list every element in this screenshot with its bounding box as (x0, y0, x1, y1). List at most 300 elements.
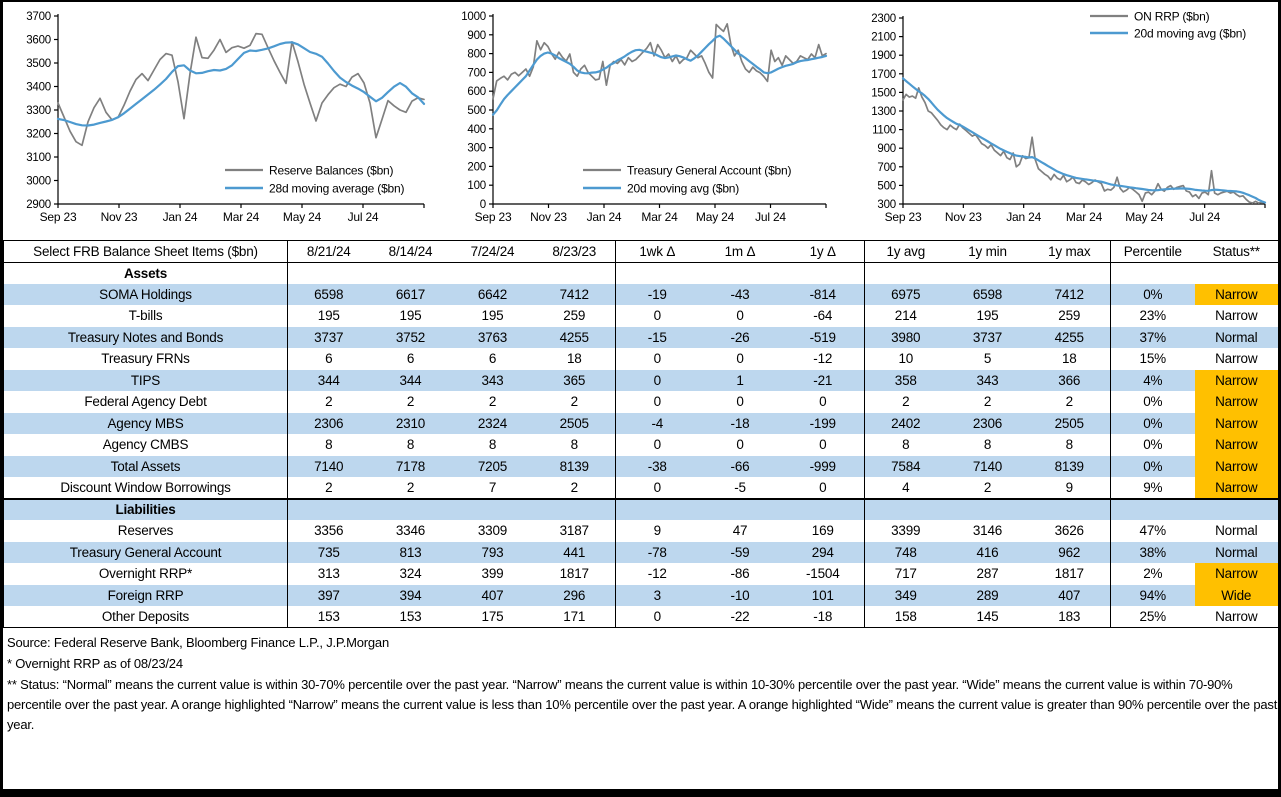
value-cell: -999 (809, 458, 836, 474)
legend-label: 28d moving average ($bn) (269, 181, 405, 196)
value-cell: 2 (288, 391, 370, 413)
row-label: Other Deposits (101, 609, 190, 624)
y-tick-label: 3300 (26, 105, 51, 117)
table-row (4, 391, 1279, 413)
percentile-cell: 4% (1111, 370, 1195, 392)
value-cell: -4 (616, 413, 699, 435)
status-cell: Narrow (1195, 370, 1279, 392)
value-cell: 1 (736, 372, 744, 388)
value-cell: -814 (809, 286, 836, 302)
column-header: 1m Δ (699, 241, 782, 263)
y-tick-label: 3000 (26, 175, 51, 188)
row-label: Assets (123, 265, 168, 281)
value-cell: 0 (616, 606, 699, 628)
percentile-cell: 25% (1111, 606, 1195, 628)
value-cell: 175 (481, 609, 504, 624)
status-cell: Narrow (1195, 413, 1279, 435)
legend (225, 164, 404, 196)
empty-cell (452, 499, 534, 521)
value-cell: 2310 (395, 415, 426, 431)
value-cell: 7412 (1054, 286, 1084, 302)
percentile-cell: 9% (1111, 477, 1195, 499)
table-row (4, 284, 1279, 306)
empty-cell (947, 499, 1029, 521)
treasury-general-account-chart (433, 2, 848, 240)
value-cell: 183 (1058, 609, 1081, 624)
value-cell: 18 (566, 351, 582, 367)
percentile-cell: 94% (1111, 585, 1195, 607)
value-cell: 8 (570, 437, 578, 453)
value-cell: 47 (732, 523, 748, 539)
value-cell: 349 (865, 585, 947, 607)
column-header: Select FRB Balance Sheet Items ($bn) (4, 241, 288, 263)
value-cell: -19 (616, 284, 699, 306)
x-tick-label: Sep 23 (474, 210, 512, 224)
value-cell: 0 (819, 394, 827, 410)
table-row (4, 305, 1279, 327)
value-cell: 145 (976, 609, 999, 624)
row-label: Overnight RRP* (98, 566, 193, 582)
y-tick-label: 1500 (871, 87, 896, 100)
value-cell: 0 (819, 479, 827, 495)
column-header: 8/21/24 (288, 241, 370, 263)
x-tick-label: Jan 24 (586, 210, 622, 224)
row-label: Treasury FRNs (101, 351, 190, 367)
table-header-row (4, 241, 1279, 263)
value-cell: 195 (399, 308, 422, 324)
legend (583, 164, 792, 196)
value-cell: 259 (563, 308, 586, 324)
value-cell: 358 (865, 370, 947, 392)
value-cell: -64 (813, 308, 833, 324)
value-cell: 8 (488, 437, 497, 453)
value-cell: 7 (488, 479, 497, 495)
y-tick-label: 600 (467, 86, 486, 99)
legend-label: 20d moving avg ($bn) (1134, 26, 1247, 41)
value-cell: -12 (813, 351, 833, 367)
value-cell: 8 (1065, 437, 1073, 453)
x-tick-label: Jul 24 (755, 210, 786, 224)
footnotes (3, 628, 1278, 735)
y-tick-label: 3400 (26, 81, 51, 94)
series-line-blue (58, 42, 424, 125)
series-line-gray (58, 34, 424, 146)
value-cell: 8 (865, 434, 947, 456)
series-line-gray (493, 24, 826, 99)
value-cell: 8 (288, 434, 370, 456)
value-cell: 3356 (288, 520, 370, 542)
y-tick-label: 200 (467, 161, 486, 174)
value-cell: 7140 (972, 458, 1003, 474)
value-cell: 7178 (395, 458, 426, 474)
row-label: Agency MBS (107, 415, 184, 431)
value-cell: 0 (616, 477, 699, 499)
empty-cell (1195, 499, 1279, 521)
percentile-cell: 0% (1111, 284, 1195, 306)
row-label: SOMA Holdings (99, 286, 192, 302)
status-cell: Narrow (1215, 308, 1258, 324)
value-cell: 171 (563, 609, 586, 624)
value-cell: 195 (481, 308, 504, 324)
percentile-cell: 37% (1111, 327, 1195, 349)
value-cell: 294 (811, 544, 834, 560)
value-cell: 2 (570, 479, 578, 495)
value-cell: 2 (488, 394, 497, 410)
value-cell: 3737 (972, 329, 1003, 345)
x-tick-label: Nov 23 (530, 210, 567, 224)
value-cell: 2 (406, 394, 415, 410)
value-cell: 0 (736, 351, 744, 367)
column-header: Status** (1195, 241, 1279, 263)
value-cell: -5 (734, 479, 746, 495)
x-tick-label: May 24 (1125, 210, 1164, 224)
row-label: Liabilities (4, 499, 288, 521)
value-cell: 441 (563, 544, 586, 560)
charts-row (3, 2, 1278, 240)
percentile-cell: 0% (1111, 391, 1195, 413)
value-cell: 6975 (865, 284, 947, 306)
value-cell: 158 (865, 606, 947, 628)
value-cell: 735 (288, 542, 370, 564)
table-row (4, 434, 1279, 456)
value-cell: 169 (811, 523, 834, 539)
value-cell: 259 (1058, 308, 1081, 324)
column-header: 1y min (947, 241, 1029, 263)
value-cell: 4255 (1054, 329, 1084, 345)
value-cell: 7205 (477, 458, 508, 474)
value-cell: 324 (399, 566, 422, 582)
percentile-cell: 38% (1111, 542, 1195, 564)
value-cell: 2306 (972, 415, 1003, 431)
value-cell: -66 (730, 458, 750, 474)
status-cell: Normal (1215, 523, 1258, 539)
value-cell: 813 (399, 544, 422, 560)
value-cell: -12 (616, 563, 699, 585)
x-tick-label: Jan 24 (1006, 210, 1042, 224)
value-cell: -86 (730, 566, 750, 582)
percentile-cell: 2% (1111, 563, 1195, 585)
value-cell: 0 (736, 437, 744, 453)
value-cell: -38 (616, 456, 699, 478)
value-cell: 3309 (477, 523, 508, 539)
value-cell: 8 (983, 437, 992, 453)
percentile-cell: 0% (1111, 434, 1195, 456)
status-cell: Normal (1215, 544, 1258, 560)
series-line-blue (903, 78, 1265, 202)
y-tick-label: 1000 (461, 11, 486, 23)
value-cell: 2 (570, 394, 578, 410)
column-header: Percentile (1111, 241, 1195, 263)
status-cell: Narrow (1195, 284, 1279, 306)
y-tick-label: 800 (467, 48, 486, 61)
y-tick-label: 700 (467, 67, 486, 80)
value-cell: 7412 (559, 286, 589, 302)
value-cell: 344 (288, 370, 370, 392)
status-cell: Narrow (1195, 563, 1279, 585)
empty-cell (1111, 499, 1195, 521)
value-cell: 8139 (559, 458, 589, 474)
row-label: TIPS (130, 372, 161, 388)
legend-label: Treasury General Account ($bn) (627, 163, 792, 178)
value-cell: 18 (1061, 351, 1077, 367)
value-cell: 2306 (288, 413, 370, 435)
column-header: 8/23/23 (534, 241, 616, 263)
column-header: 1y avg (865, 241, 947, 263)
value-cell: 5 (983, 351, 992, 367)
value-cell: 6598 (972, 286, 1003, 302)
empty-cell (534, 262, 616, 284)
column-header: 1y max (1029, 241, 1111, 263)
legend-label: Reserve Balances ($bn) (269, 163, 394, 178)
value-cell: 313 (288, 563, 370, 585)
y-tick-label: 2900 (26, 199, 51, 211)
value-cell: 2505 (1054, 415, 1084, 431)
empty-cell (616, 499, 699, 521)
legend-label: ON RRP ($bn) (1134, 9, 1210, 24)
empty-cell (616, 262, 699, 284)
value-cell: 2 (288, 477, 370, 499)
value-cell: 195 (288, 305, 370, 327)
value-cell: 0 (616, 370, 699, 392)
x-tick-label: Mar 24 (641, 210, 678, 224)
series-line-gray (903, 88, 1265, 203)
y-tick-label: 3500 (26, 58, 51, 70)
value-cell: 748 (865, 542, 947, 564)
y-tick-label: 900 (467, 29, 486, 42)
x-tick-label: Jan 24 (162, 210, 198, 224)
y-tick-label: 0 (479, 199, 486, 211)
empty-cell (288, 499, 370, 521)
empty-cell (1029, 499, 1111, 521)
value-cell: 399 (481, 566, 504, 582)
value-cell: 2402 (865, 413, 947, 435)
value-cell: 3187 (559, 523, 589, 539)
x-tick-label: Sep 23 (39, 210, 77, 224)
value-cell: 8 (406, 437, 415, 453)
x-tick-label: May 24 (282, 210, 322, 224)
row-label: Foreign RRP (107, 587, 184, 603)
empty-cell (782, 262, 865, 284)
column-header: 1y Δ (782, 241, 865, 263)
empty-cell (865, 499, 947, 521)
value-cell: 6598 (288, 284, 370, 306)
value-cell: 153 (399, 609, 422, 624)
empty-cell (288, 262, 370, 284)
value-cell: 3399 (865, 520, 947, 542)
row-label: Discount Window Borrowings (60, 479, 231, 495)
value-cell: 6 (288, 348, 370, 370)
y-tick-label: 300 (467, 142, 486, 155)
value-cell: 717 (865, 563, 947, 585)
value-cell: 416 (976, 544, 999, 560)
percentile-cell: 23% (1111, 305, 1195, 327)
footnote-overnight-rrp: * Overnight RRP as of 08/23/24 (7, 656, 183, 671)
value-cell: 3346 (395, 523, 426, 539)
empty-cell (699, 499, 782, 521)
value-cell: -199 (809, 415, 836, 431)
empty-cell (947, 262, 1029, 284)
footnote-status-definitions: ** Status: “Normal” means the current value is within 30-70% percentile over the past year. “Narrow” means the current value is within 10-30% percentile over the past year. “Wide” means the current value is within 70-90% percentile over the past year. A orange highlighted “Narrow” means the current value is less than 10% percentile over the past year. A orange highlighted “Wide” means the current value is greater than 90% percentile over the past year. (7, 677, 1278, 732)
status-cell: Narrow (1195, 391, 1279, 413)
status-cell: Narrow (1215, 609, 1258, 624)
value-cell: 0 (736, 308, 744, 324)
value-cell: 0 (819, 437, 827, 453)
value-cell: -22 (730, 609, 750, 624)
x-tick-label: Mar 24 (222, 210, 260, 224)
percentile-cell: 0% (1111, 456, 1195, 478)
value-cell: 1817 (559, 566, 589, 582)
value-cell: -519 (809, 329, 836, 345)
x-tick-label: Nov 23 (100, 210, 138, 224)
y-tick-label: 3700 (26, 11, 51, 23)
value-cell: 3626 (1054, 523, 1084, 539)
legend-label: 20d moving avg ($bn) (627, 181, 740, 196)
status-cell: Wide (1195, 585, 1279, 607)
table-row (4, 563, 1279, 585)
row-label: Total Assets (110, 458, 181, 474)
value-cell: 397 (288, 585, 370, 607)
row-label: T-bills (128, 308, 163, 324)
value-cell: 343 (976, 372, 999, 388)
value-cell: 343 (481, 372, 504, 388)
y-tick-label: 300 (877, 199, 896, 211)
value-cell: 3752 (395, 329, 426, 345)
y-tick-label: 100 (467, 180, 486, 193)
value-cell: -59 (730, 544, 750, 560)
y-tick-label: 3100 (26, 152, 51, 164)
value-cell: -43 (730, 286, 750, 302)
value-cell: 9 (616, 520, 699, 542)
value-cell: 0 (616, 391, 699, 413)
value-cell: 962 (1058, 544, 1081, 560)
x-tick-label: Mar 24 (1065, 210, 1103, 224)
value-cell: 0 (616, 434, 699, 456)
row-label: Treasury General Account (69, 544, 222, 560)
value-cell: 2 (983, 479, 992, 495)
value-cell: -18 (730, 415, 750, 431)
value-cell: 366 (1058, 372, 1081, 388)
value-cell: 10 (865, 348, 947, 370)
value-cell: -21 (813, 372, 833, 388)
empty-cell (782, 499, 865, 521)
value-cell: 0 (616, 305, 699, 327)
y-tick-label: 500 (467, 105, 486, 117)
value-cell: 7584 (865, 456, 947, 478)
series (58, 34, 424, 146)
value-cell: 195 (976, 308, 999, 324)
on-rrp-chart (848, 2, 1278, 240)
value-cell: -18 (813, 609, 833, 624)
value-cell: 9 (1065, 479, 1073, 495)
value-cell: 6 (406, 351, 415, 367)
y-tick-label: 3200 (26, 128, 51, 141)
status-cell: Narrow (1215, 351, 1258, 367)
source-note: Source: Federal Reserve Bank, Bloomberg Finance L.P., J.P.Morgan (7, 635, 389, 650)
y-tick-label: 2100 (871, 31, 896, 44)
empty-cell (865, 262, 947, 284)
column-header: 1wk Δ (616, 241, 699, 263)
value-cell: 7140 (288, 456, 370, 478)
status-cell: Narrow (1195, 477, 1279, 499)
value-cell: 3 (616, 585, 699, 607)
value-cell: 3980 (865, 327, 947, 349)
row-label: Reserves (117, 523, 174, 539)
value-cell: 214 (865, 305, 947, 327)
value-cell: 344 (399, 372, 422, 388)
series (493, 24, 826, 115)
x-tick-label: Nov 23 (944, 210, 982, 224)
value-cell: -26 (730, 329, 750, 345)
empty-cell (1029, 262, 1111, 284)
value-cell: 2 (865, 391, 947, 413)
series (903, 78, 1265, 203)
value-cell: 6642 (477, 286, 508, 302)
value-cell: 4255 (559, 329, 589, 345)
y-tick-label: 900 (877, 143, 896, 156)
value-cell: 153 (288, 606, 370, 628)
table-row (4, 348, 1279, 370)
value-cell: -78 (616, 542, 699, 564)
value-cell: 296 (563, 587, 586, 603)
y-tick-label: 500 (877, 180, 896, 193)
value-cell: 289 (976, 587, 999, 603)
value-cell: 2505 (559, 415, 589, 431)
value-cell: 793 (481, 544, 504, 560)
value-cell: 365 (563, 372, 586, 388)
x-tick-label: Jul 24 (1189, 210, 1221, 224)
y-tick-label: 1100 (872, 124, 896, 137)
table-row (4, 370, 1279, 392)
status-cell: Narrow (1195, 434, 1279, 456)
x-tick-label: May 24 (695, 210, 735, 224)
table-row (4, 456, 1279, 478)
y-tick-label: 1900 (871, 50, 896, 63)
section-row (4, 262, 1279, 284)
reserve-balances-chart (3, 2, 433, 240)
value-cell: 0 (616, 348, 699, 370)
row-label: Federal Agency Debt (84, 394, 207, 410)
table-row (4, 585, 1279, 607)
value-cell: -10 (730, 587, 750, 603)
empty-cell (1195, 262, 1279, 284)
empty-cell (699, 262, 782, 284)
column-header: 8/14/24 (370, 241, 452, 263)
column-header: 7/24/24 (452, 241, 534, 263)
table-row (4, 542, 1279, 564)
x-tick-label: Sep 23 (884, 210, 922, 224)
value-cell: 407 (1058, 587, 1081, 603)
percentile-cell: 0% (1111, 413, 1195, 435)
percentile-cell: 47% (1111, 520, 1195, 542)
value-cell: 287 (976, 566, 999, 582)
y-tick-label: 400 (467, 123, 486, 136)
y-tick-label: 1700 (871, 68, 896, 81)
row-label: Agency CMBS (102, 437, 189, 453)
section-row (4, 499, 1279, 521)
empty-cell (1111, 262, 1195, 284)
value-cell: 2 (1065, 394, 1073, 410)
x-tick-label: Jul 24 (347, 210, 379, 224)
value-cell: 101 (811, 587, 834, 603)
value-cell: 407 (481, 587, 504, 603)
value-cell: 394 (399, 587, 422, 603)
value-cell: -15 (616, 327, 699, 349)
value-cell: -1504 (805, 566, 840, 582)
legend (1090, 10, 1246, 41)
y-tick-label: 2300 (871, 13, 896, 25)
y-tick-label: 700 (877, 161, 896, 174)
value-cell: 6617 (395, 286, 426, 302)
